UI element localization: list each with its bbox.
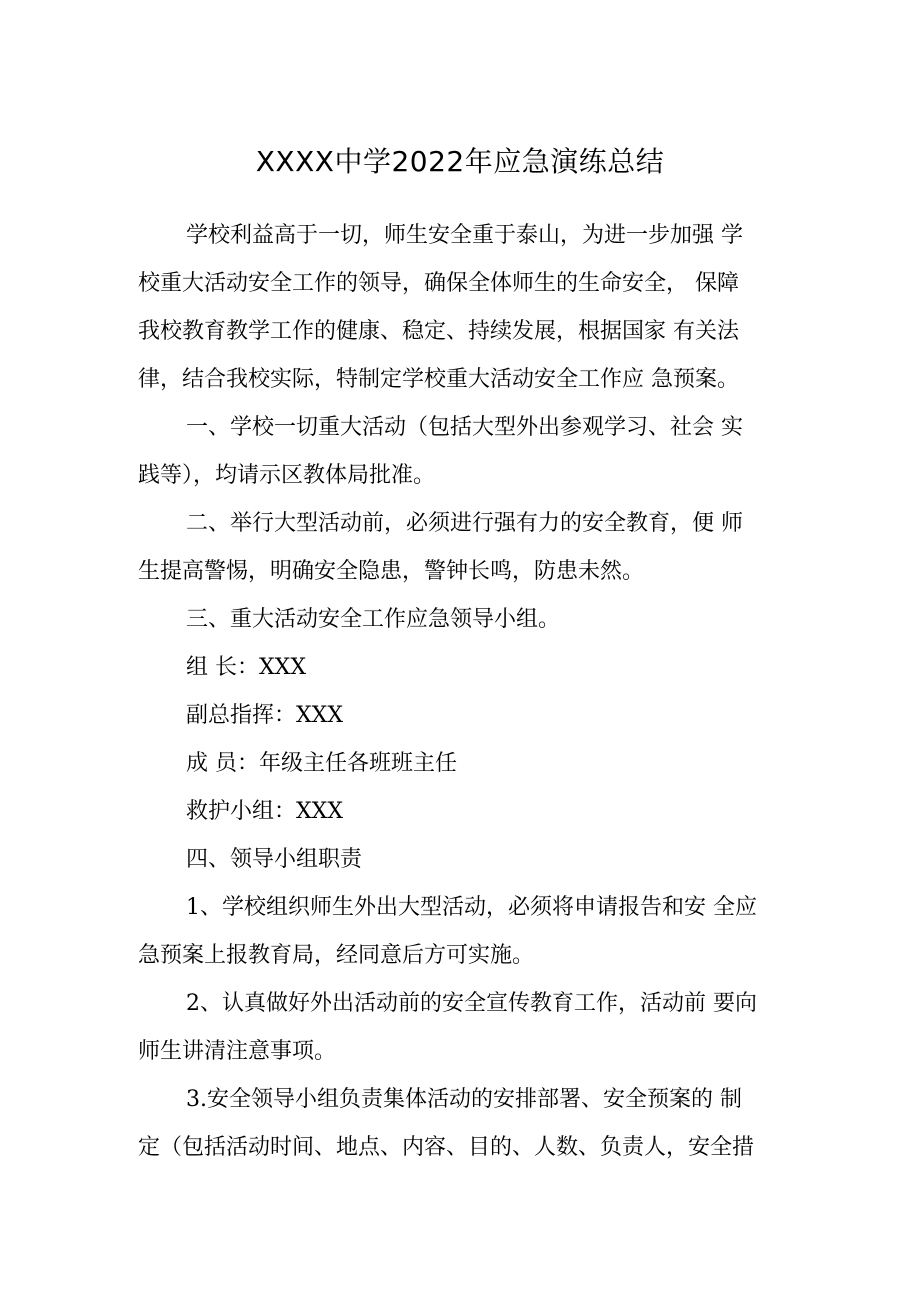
section-1-line: 一、学校一切重大活动（包括大型外出参观学习、社会 实 bbox=[186, 415, 743, 440]
item-2-line: 师生讲清注意事项。 bbox=[138, 1039, 337, 1064]
rescue-team-line: 救护小组：XXX bbox=[186, 799, 343, 824]
section-3-heading: 三、重大活动安全工作应急领导小组。 bbox=[186, 607, 561, 632]
document-body bbox=[138, 212, 788, 1172]
section-1-line: 践等），均请示区教体局批准。 bbox=[138, 463, 436, 488]
item-3-paragraph bbox=[138, 1076, 788, 1172]
item-1-line: 急预案上报教育局，经同意后方可实施。 bbox=[138, 943, 535, 968]
intro-line: 校重大活动安全工作的领导，确保全体师生的生命安全， 保障 bbox=[138, 271, 739, 296]
item-1-paragraph bbox=[138, 884, 788, 980]
section-2-line: 生提高警惕，明确安全隐患，警钟长鸣，防患未然。 bbox=[138, 559, 645, 584]
item-3-line: 3.安全领导小组负责集体活动的安排部署、安全预案的 制 bbox=[186, 1087, 742, 1112]
section-2-line: 二、举行大型活动前，必须进行强有力的安全教育，便 师 bbox=[186, 511, 743, 536]
group-leader-line: 组 长：XXX bbox=[186, 655, 306, 680]
item-3-line: 定（包括活动时间、地点、内容、目的、人数、负责人，安全措 bbox=[138, 1135, 755, 1160]
intro-paragraph bbox=[138, 212, 788, 404]
deputy-commander-line: 副总指挥：XXX bbox=[186, 703, 343, 728]
members-line: 成 员：年级主任各班班主任 bbox=[186, 751, 457, 776]
intro-line: 学校利益高于一切，师生安全重于泰山，为进一步加强 学 bbox=[186, 223, 743, 248]
document-title: XXXX中学2022年应急演练总结 bbox=[255, 145, 665, 178]
intro-line: 我校教育教学工作的健康、稳定、持续发展，根据国家 有关法 bbox=[138, 319, 739, 344]
item-1-line: 1、学校组织师生外出大型活动，必须将申请报告和安 全应 bbox=[186, 895, 757, 920]
item-2-paragraph bbox=[138, 980, 788, 1076]
section-2-paragraph bbox=[138, 500, 788, 596]
intro-line: 律，结合我校实际，特制定学校重大活动安全工作应 急预案。 bbox=[138, 367, 739, 392]
section-4-heading: 四、领导小组职责 bbox=[186, 847, 363, 872]
item-2-line: 2、认真做好外出活动前的安全宣传教育工作，活动前 要向 bbox=[186, 991, 757, 1016]
section-1-paragraph bbox=[138, 404, 788, 500]
